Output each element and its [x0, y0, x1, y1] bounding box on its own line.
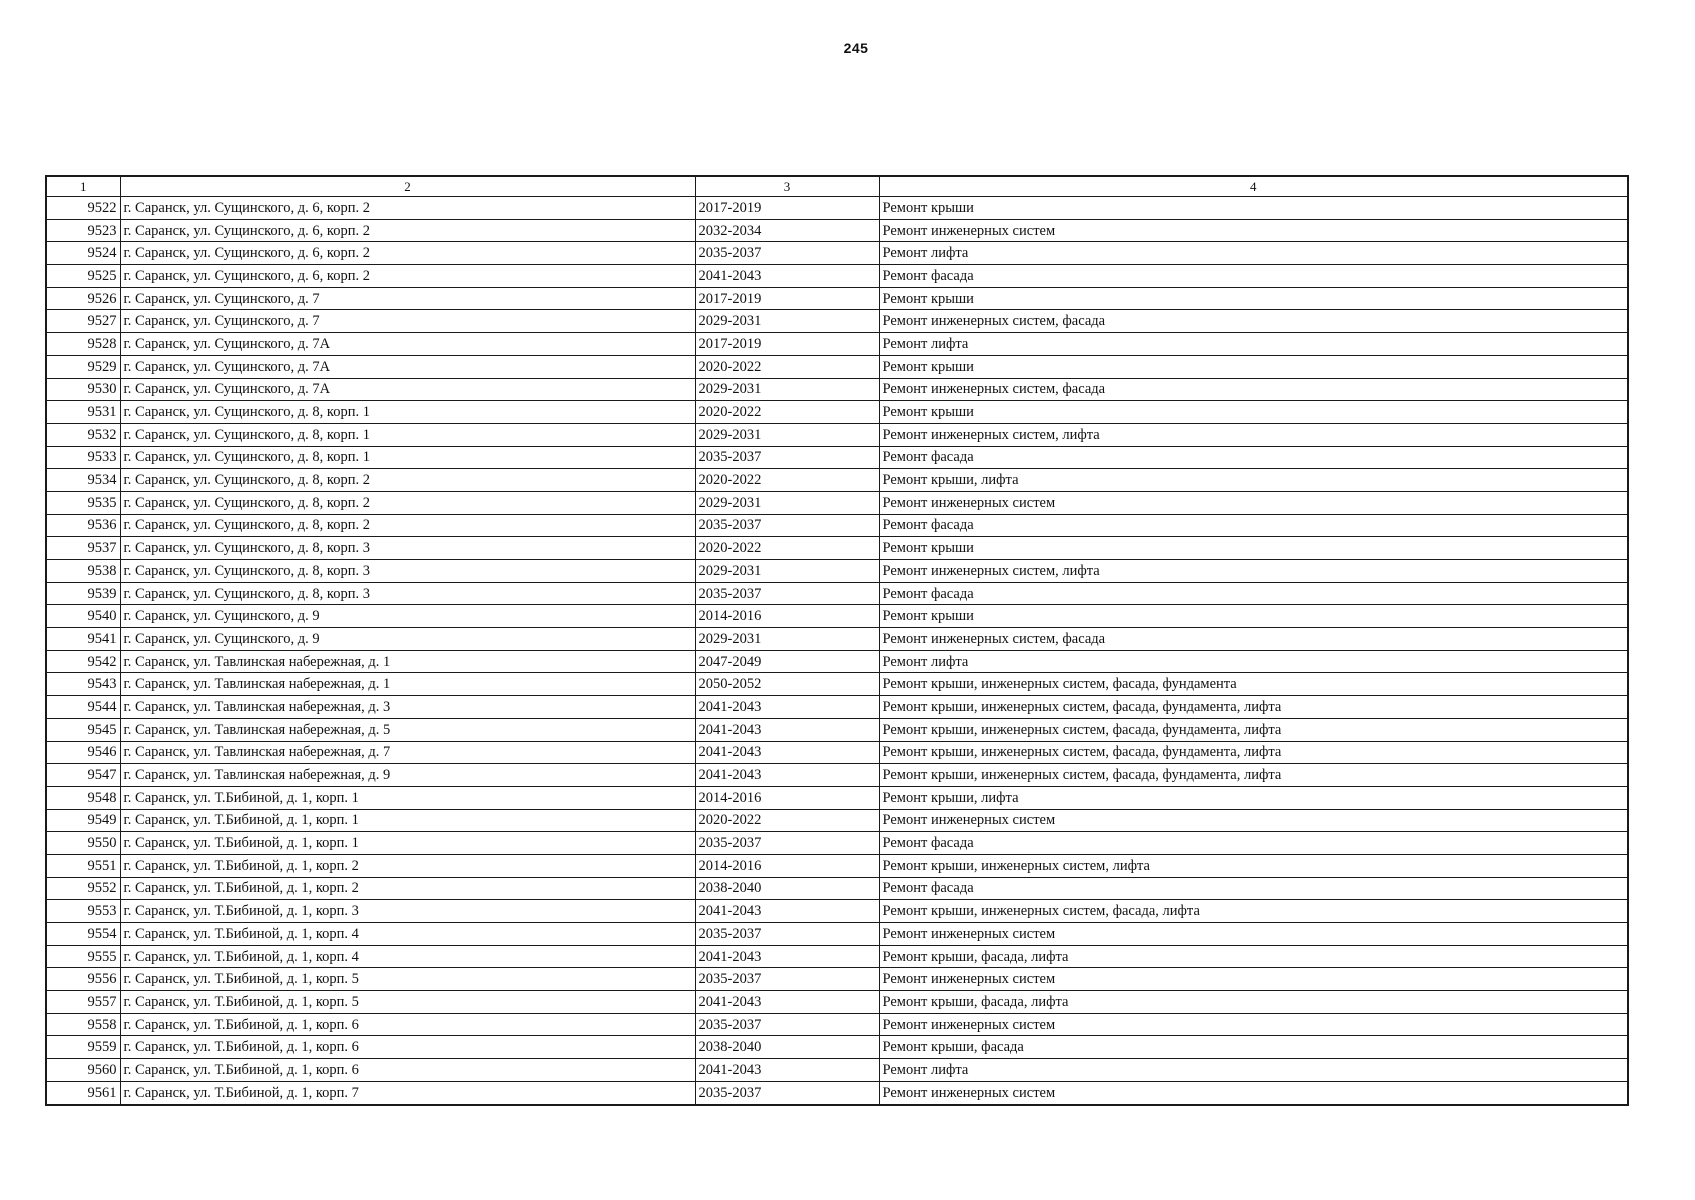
work-type-cell: Ремонт инженерных систем, фасада	[879, 310, 1628, 333]
work-type-cell: Ремонт крыши	[879, 401, 1628, 424]
address-cell: г. Саранск, ул. Т.Бибиной, д. 1, корп. 2	[120, 854, 695, 877]
address-cell: г. Саранск, ул. Сущинского, д. 7А	[120, 333, 695, 356]
period-cell: 2020-2022	[695, 809, 879, 832]
row-number-cell: 9526	[46, 287, 120, 310]
work-type-cell: Ремонт инженерных систем, фасада	[879, 628, 1628, 651]
row-number-cell: 9534	[46, 469, 120, 492]
period-cell: 2029-2031	[695, 491, 879, 514]
table-row	[46, 968, 1628, 991]
work-type-cell: Ремонт крыши, инженерных систем, фасада, лифта	[879, 900, 1628, 923]
work-type-cell: Ремонт фасада	[879, 446, 1628, 469]
row-number-cell: 9529	[46, 355, 120, 378]
period-cell: 2035-2037	[695, 1013, 879, 1036]
row-number-cell: 9561	[46, 1081, 120, 1104]
address-cell: г. Саранск, ул. Т.Бибиной, д. 1, корп. 4	[120, 923, 695, 946]
work-type-cell: Ремонт крыши, инженерных систем, фасада, фундамента, лифта	[879, 718, 1628, 741]
row-number-cell: 9546	[46, 741, 120, 764]
period-cell: 2041-2043	[695, 265, 879, 288]
period-cell: 2041-2043	[695, 718, 879, 741]
period-cell: 2050-2052	[695, 673, 879, 696]
table-row	[46, 287, 1628, 310]
work-type-cell: Ремонт крыши	[879, 355, 1628, 378]
address-cell: г. Саранск, ул. Сущинского, д. 8, корп. 1	[120, 401, 695, 424]
work-type-cell: Ремонт крыши	[879, 537, 1628, 560]
row-number-cell: 9553	[46, 900, 120, 923]
row-number-cell: 9550	[46, 832, 120, 855]
column-header-work: 4	[879, 176, 1628, 197]
column-header-address: 2	[120, 176, 695, 197]
address-cell: г. Саранск, ул. Т.Бибиной, д. 1, корп. 6	[120, 1036, 695, 1059]
table-body	[46, 176, 1628, 1105]
work-type-cell: Ремонт фасада	[879, 582, 1628, 605]
period-cell: 2038-2040	[695, 877, 879, 900]
period-cell: 2041-2043	[695, 1059, 879, 1082]
table-row	[46, 355, 1628, 378]
work-type-cell: Ремонт инженерных систем	[879, 923, 1628, 946]
row-number-cell: 9527	[46, 310, 120, 333]
row-number-cell: 9535	[46, 491, 120, 514]
work-type-cell: Ремонт лифта	[879, 333, 1628, 356]
row-number-cell: 9551	[46, 854, 120, 877]
address-cell: г. Саранск, ул. Сущинского, д. 8, корп. 3	[120, 537, 695, 560]
row-number-cell: 9554	[46, 923, 120, 946]
table-row	[46, 265, 1628, 288]
period-cell: 2020-2022	[695, 469, 879, 492]
row-number-cell: 9536	[46, 514, 120, 537]
period-cell: 2041-2043	[695, 764, 879, 787]
table-row	[46, 1081, 1628, 1104]
table-row	[46, 923, 1628, 946]
address-cell: г. Саранск, ул. Сущинского, д. 8, корп. 3	[120, 560, 695, 583]
address-cell: г. Саранск, ул. Т.Бибиной, д. 1, корп. 6	[120, 1013, 695, 1036]
work-type-cell: Ремонт крыши, лифта	[879, 786, 1628, 809]
row-number-cell: 9543	[46, 673, 120, 696]
address-cell: г. Саранск, ул. Сущинского, д. 8, корп. 2	[120, 469, 695, 492]
work-type-cell: Ремонт крыши	[879, 605, 1628, 628]
page-number: 245	[843, 40, 869, 56]
table-row	[46, 310, 1628, 333]
repair-schedule-table	[45, 175, 1629, 1106]
work-type-cell: Ремонт фасада	[879, 877, 1628, 900]
table-row	[46, 650, 1628, 673]
row-number-cell: 9560	[46, 1059, 120, 1082]
work-type-cell: Ремонт крыши, фасада	[879, 1036, 1628, 1059]
address-cell: г. Саранск, ул. Тавлинская набережная, д. 1	[120, 650, 695, 673]
work-type-cell: Ремонт инженерных систем	[879, 219, 1628, 242]
work-type-cell: Ремонт инженерных систем, фасада	[879, 378, 1628, 401]
address-cell: г. Саранск, ул. Тавлинская набережная, д. 9	[120, 764, 695, 787]
table-row	[46, 900, 1628, 923]
address-cell: г. Саранск, ул. Т.Бибиной, д. 1, корп. 7	[120, 1081, 695, 1104]
row-number-cell: 9523	[46, 219, 120, 242]
period-cell: 2035-2037	[695, 446, 879, 469]
period-cell: 2041-2043	[695, 900, 879, 923]
row-number-cell: 9540	[46, 605, 120, 628]
period-cell: 2035-2037	[695, 832, 879, 855]
period-cell: 2035-2037	[695, 514, 879, 537]
work-type-cell: Ремонт инженерных систем	[879, 1013, 1628, 1036]
table-row	[46, 333, 1628, 356]
period-cell: 2041-2043	[695, 991, 879, 1014]
table-row	[46, 1013, 1628, 1036]
work-type-cell: Ремонт крыши, инженерных систем, фасада, фундамента, лифта	[879, 741, 1628, 764]
work-type-cell: Ремонт крыши, инженерных систем, фасада, фундамента, лифта	[879, 696, 1628, 719]
address-cell: г. Саранск, ул. Сущинского, д. 9	[120, 605, 695, 628]
address-cell: г. Саранск, ул. Т.Бибиной, д. 1, корп. 3	[120, 900, 695, 923]
address-cell: г. Саранск, ул. Сущинского, д. 8, корп. 1	[120, 423, 695, 446]
row-number-cell: 9548	[46, 786, 120, 809]
address-cell: г. Саранск, ул. Сущинского, д. 7А	[120, 355, 695, 378]
period-cell: 2038-2040	[695, 1036, 879, 1059]
address-cell: г. Саранск, ул. Т.Бибиной, д. 1, корп. 1	[120, 832, 695, 855]
row-number-cell: 9524	[46, 242, 120, 265]
row-number-cell: 9530	[46, 378, 120, 401]
work-type-cell: Ремонт крыши, инженерных систем, фасада, фундамента	[879, 673, 1628, 696]
period-cell: 2017-2019	[695, 197, 879, 220]
period-cell: 2029-2031	[695, 310, 879, 333]
period-cell: 2017-2019	[695, 333, 879, 356]
table-row	[46, 945, 1628, 968]
period-cell: 2014-2016	[695, 786, 879, 809]
column-header-number: 1	[46, 176, 120, 197]
table-row	[46, 991, 1628, 1014]
row-number-cell: 9556	[46, 968, 120, 991]
address-cell: г. Саранск, ул. Т.Бибиной, д. 1, корп. 5	[120, 991, 695, 1014]
table-row	[46, 446, 1628, 469]
period-cell: 2041-2043	[695, 945, 879, 968]
row-number-cell: 9555	[46, 945, 120, 968]
address-cell: г. Саранск, ул. Т.Бибиной, д. 1, корп. 1	[120, 786, 695, 809]
table-row	[46, 537, 1628, 560]
row-number-cell: 9532	[46, 423, 120, 446]
table-row	[46, 1059, 1628, 1082]
address-cell: г. Саранск, ул. Сущинского, д. 9	[120, 628, 695, 651]
table-row	[46, 469, 1628, 492]
work-type-cell: Ремонт фасада	[879, 514, 1628, 537]
table-row	[46, 219, 1628, 242]
table-row	[46, 832, 1628, 855]
work-type-cell: Ремонт крыши, лифта	[879, 469, 1628, 492]
address-cell: г. Саранск, ул. Т.Бибиной, д. 1, корп. 1	[120, 809, 695, 832]
work-type-cell: Ремонт инженерных систем	[879, 1081, 1628, 1104]
table-row	[46, 673, 1628, 696]
row-number-cell: 9525	[46, 265, 120, 288]
row-number-cell: 9541	[46, 628, 120, 651]
work-type-cell: Ремонт крыши, инженерных систем, лифта	[879, 854, 1628, 877]
work-type-cell: Ремонт крыши, фасада, лифта	[879, 991, 1628, 1014]
period-cell: 2035-2037	[695, 242, 879, 265]
address-cell: г. Саранск, ул. Тавлинская набережная, д. 3	[120, 696, 695, 719]
work-type-cell: Ремонт крыши, инженерных систем, фасада, фундамента, лифта	[879, 764, 1628, 787]
address-cell: г. Саранск, ул. Т.Бибиной, д. 1, корп. 6	[120, 1059, 695, 1082]
row-number-cell: 9531	[46, 401, 120, 424]
row-number-cell: 9539	[46, 582, 120, 605]
period-cell: 2035-2037	[695, 968, 879, 991]
row-number-cell: 9542	[46, 650, 120, 673]
row-number-cell: 9552	[46, 877, 120, 900]
work-type-cell: Ремонт инженерных систем, лифта	[879, 560, 1628, 583]
table-row	[46, 1036, 1628, 1059]
address-cell: г. Саранск, ул. Сущинского, д. 7	[120, 310, 695, 333]
period-cell: 2032-2034	[695, 219, 879, 242]
table-row	[46, 764, 1628, 787]
row-number-cell: 9559	[46, 1036, 120, 1059]
address-cell: г. Саранск, ул. Сущинского, д. 8, корп. 2	[120, 514, 695, 537]
period-cell: 2029-2031	[695, 628, 879, 651]
period-cell: 2041-2043	[695, 741, 879, 764]
period-cell: 2020-2022	[695, 537, 879, 560]
period-cell: 2041-2043	[695, 696, 879, 719]
address-cell: г. Саранск, ул. Сущинского, д. 6, корп. 2	[120, 197, 695, 220]
row-number-cell: 9547	[46, 764, 120, 787]
period-cell: 2029-2031	[695, 560, 879, 583]
row-number-cell: 9533	[46, 446, 120, 469]
work-type-cell: Ремонт лифта	[879, 650, 1628, 673]
table-row	[46, 854, 1628, 877]
table-row	[46, 423, 1628, 446]
table-row	[46, 401, 1628, 424]
column-header-period: 3	[695, 176, 879, 197]
work-type-cell: Ремонт лифта	[879, 242, 1628, 265]
work-type-cell: Ремонт крыши, фасада, лифта	[879, 945, 1628, 968]
address-cell: г. Саранск, ул. Сущинского, д. 6, корп. 2	[120, 242, 695, 265]
address-cell: г. Саранск, ул. Тавлинская набережная, д. 5	[120, 718, 695, 741]
table-row	[46, 628, 1628, 651]
table-row	[46, 560, 1628, 583]
address-cell: г. Саранск, ул. Сущинского, д. 8, корп. 3	[120, 582, 695, 605]
table-row	[46, 378, 1628, 401]
table-row	[46, 242, 1628, 265]
period-cell: 2029-2031	[695, 378, 879, 401]
period-cell: 2020-2022	[695, 401, 879, 424]
address-cell: г. Саранск, ул. Тавлинская набережная, д. 1	[120, 673, 695, 696]
table-row	[46, 696, 1628, 719]
period-cell: 2020-2022	[695, 355, 879, 378]
table-row	[46, 877, 1628, 900]
address-cell: г. Саранск, ул. Т.Бибиной, д. 1, корп. 5	[120, 968, 695, 991]
address-cell: г. Саранск, ул. Сущинского, д. 6, корп. 2	[120, 265, 695, 288]
work-type-cell: Ремонт инженерных систем	[879, 491, 1628, 514]
row-number-cell: 9558	[46, 1013, 120, 1036]
table-row	[46, 197, 1628, 220]
address-cell: г. Саранск, ул. Т.Бибиной, д. 1, корп. 4	[120, 945, 695, 968]
period-cell: 2014-2016	[695, 854, 879, 877]
work-type-cell: Ремонт фасада	[879, 832, 1628, 855]
table-row	[46, 741, 1628, 764]
address-cell: г. Саранск, ул. Сущинского, д. 7	[120, 287, 695, 310]
period-cell: 2029-2031	[695, 423, 879, 446]
work-type-cell: Ремонт лифта	[879, 1059, 1628, 1082]
work-type-cell: Ремонт инженерных систем, лифта	[879, 423, 1628, 446]
row-number-cell: 9545	[46, 718, 120, 741]
address-cell: г. Саранск, ул. Т.Бибиной, д. 1, корп. 2	[120, 877, 695, 900]
row-number-cell: 9557	[46, 991, 120, 1014]
table-row	[46, 514, 1628, 537]
table-row	[46, 786, 1628, 809]
row-number-cell: 9522	[46, 197, 120, 220]
table-header-row	[46, 176, 1628, 197]
address-cell: г. Саранск, ул. Сущинского, д. 7А	[120, 378, 695, 401]
row-number-cell: 9544	[46, 696, 120, 719]
table-row	[46, 605, 1628, 628]
table-row	[46, 491, 1628, 514]
table-row	[46, 718, 1628, 741]
work-type-cell: Ремонт инженерных систем	[879, 809, 1628, 832]
address-cell: г. Саранск, ул. Сущинского, д. 8, корп. 2	[120, 491, 695, 514]
period-cell: 2014-2016	[695, 605, 879, 628]
table-row	[46, 809, 1628, 832]
row-number-cell: 9538	[46, 560, 120, 583]
period-cell: 2047-2049	[695, 650, 879, 673]
row-number-cell: 9537	[46, 537, 120, 560]
row-number-cell: 9528	[46, 333, 120, 356]
period-cell: 2017-2019	[695, 287, 879, 310]
work-type-cell: Ремонт инженерных систем	[879, 968, 1628, 991]
address-cell: г. Саранск, ул. Сущинского, д. 6, корп. 2	[120, 219, 695, 242]
period-cell: 2035-2037	[695, 582, 879, 605]
table-row	[46, 582, 1628, 605]
work-type-cell: Ремонт фасада	[879, 265, 1628, 288]
work-type-cell: Ремонт крыши	[879, 197, 1628, 220]
work-type-cell: Ремонт крыши	[879, 287, 1628, 310]
row-number-cell: 9549	[46, 809, 120, 832]
address-cell: г. Саранск, ул. Сущинского, д. 8, корп. 1	[120, 446, 695, 469]
address-cell: г. Саранск, ул. Тавлинская набережная, д. 7	[120, 741, 695, 764]
period-cell: 2035-2037	[695, 923, 879, 946]
period-cell: 2035-2037	[695, 1081, 879, 1104]
